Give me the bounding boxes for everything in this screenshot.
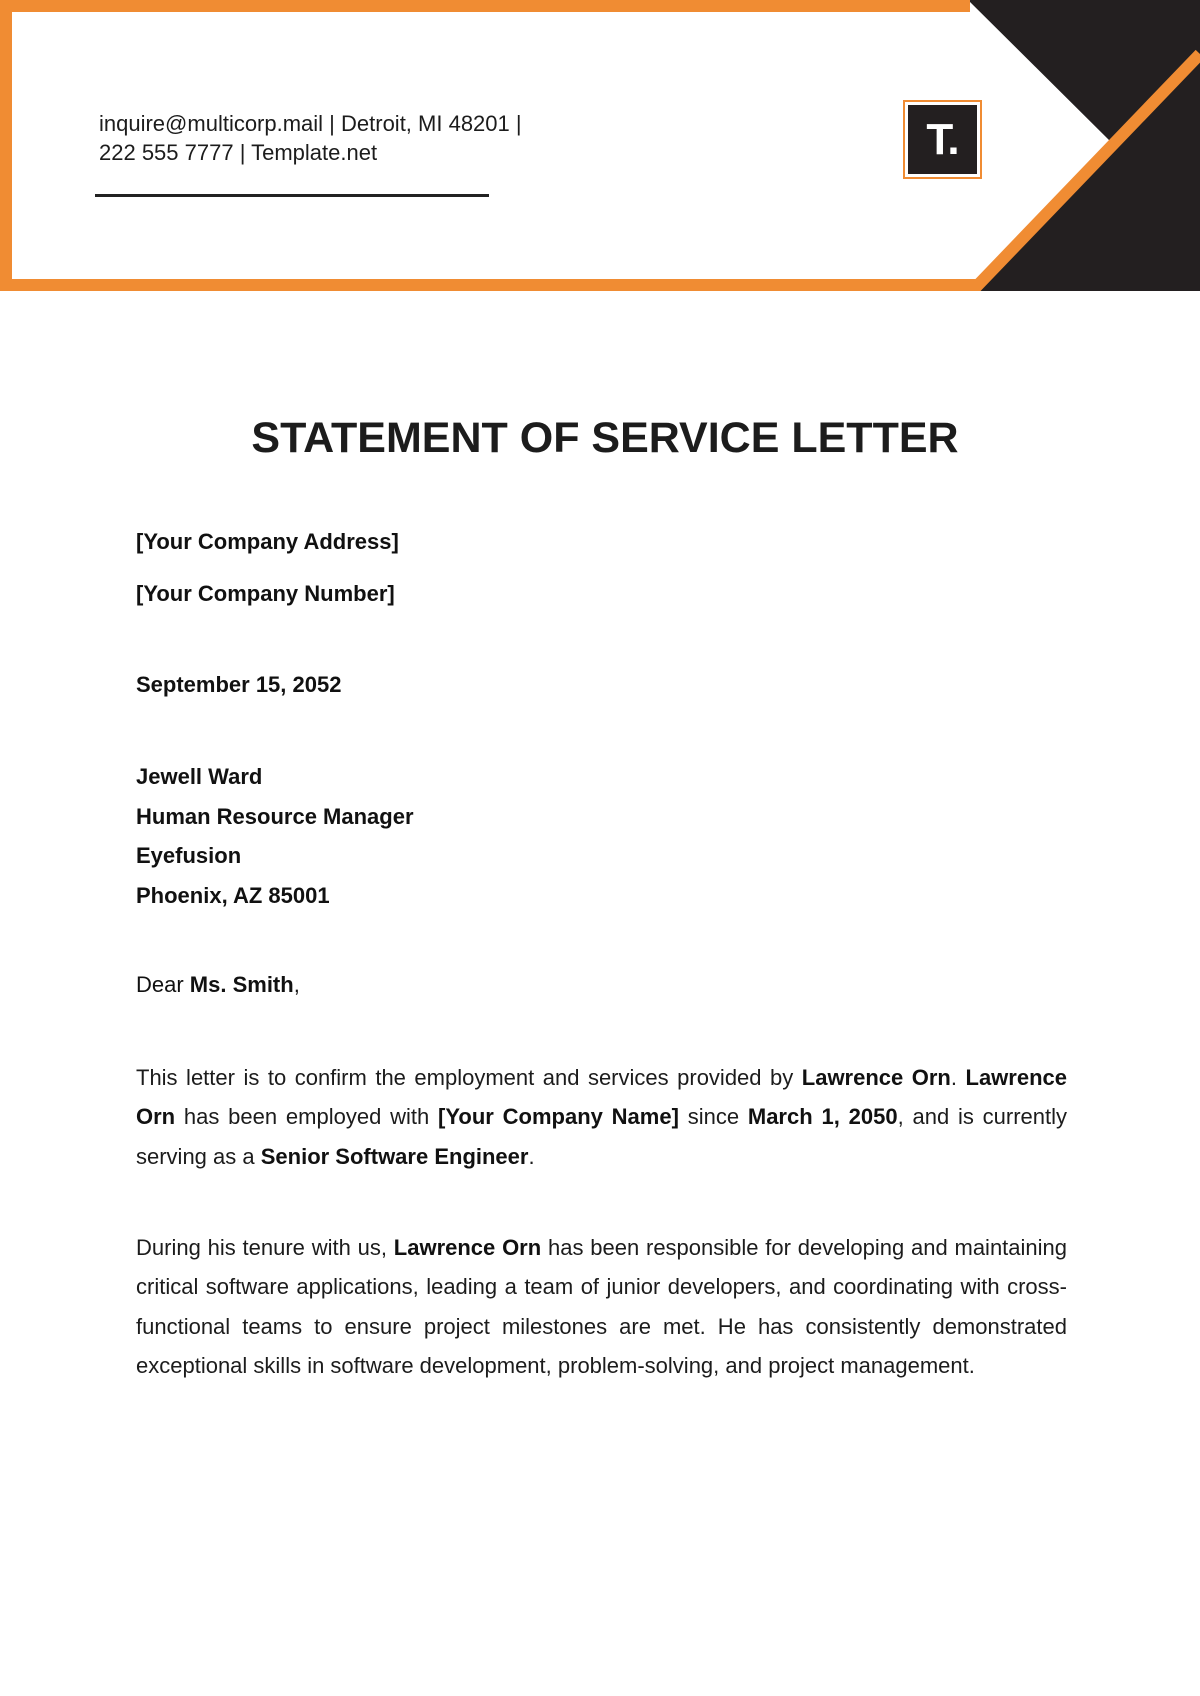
paragraph-text: During his tenure with us, (136, 1235, 394, 1260)
document-title: STATEMENT OF SERVICE LETTER (251, 414, 959, 462)
employee-name: Lawrence Orn (393, 1235, 542, 1260)
paragraph-text: . (528, 1143, 535, 1169)
paragraph-text: , and is currently serving as a (136, 1104, 1068, 1169)
header-divider (95, 194, 489, 197)
paragraph-text: has been employed with (175, 1104, 439, 1130)
recipient-position: Human Resource Manager (136, 803, 414, 829)
body-paragraph-1 (136, 1058, 1067, 1176)
recipient-block (136, 757, 1067, 915)
letter-date: September 15, 2052 (136, 672, 342, 697)
company-number: [Your Company Number] (136, 581, 395, 606)
employment-start-date: March 1, 2050 (747, 1104, 898, 1130)
company-address: [Your Company Address] (136, 529, 399, 554)
company-name: [Your Company Name] (438, 1104, 679, 1130)
salutation (136, 972, 1067, 998)
dark-corner-shape (968, 0, 1200, 291)
salutation-prefix: Dear (136, 972, 190, 997)
salutation-name: Ms. Smith (189, 972, 294, 997)
contact-info (99, 109, 619, 167)
logo-mark: T. (908, 105, 977, 174)
recipient-location: Phoenix, AZ 85001 (136, 882, 330, 908)
contact-line-phone-website: 222 555 7777 | Template.net (99, 140, 378, 165)
employee-name: Lawrence Orn (801, 1065, 951, 1090)
letterhead (0, 0, 1200, 291)
company-logo (903, 100, 982, 179)
salutation-suffix: , (293, 972, 300, 997)
employee-name: Lawrence Orn (136, 1065, 1067, 1130)
recipient-company: Eyefusion (136, 843, 242, 868)
paragraph-text: This letter is to confirm the employment and services provided by (136, 1065, 802, 1090)
paragraph-text: since (678, 1104, 748, 1130)
body-paragraph-2 (136, 1228, 1067, 1385)
recipient-name: Jewell Ward (136, 764, 263, 789)
paragraph-text: . (950, 1065, 966, 1090)
contact-line-email-address: inquire@multicorp.mail | Detroit, MI 48201 | (99, 111, 522, 136)
paragraph-text: has been responsible for developing and maintaining critical software applications, leading a team of junior developers, and coordinating with cross-functional teams to ensure project milestones are met. He has consistently demonstrated exceptional skills in software development, problem-solving, and project management. (136, 1235, 1068, 1378)
job-title: Senior Software Engineer (260, 1143, 529, 1169)
